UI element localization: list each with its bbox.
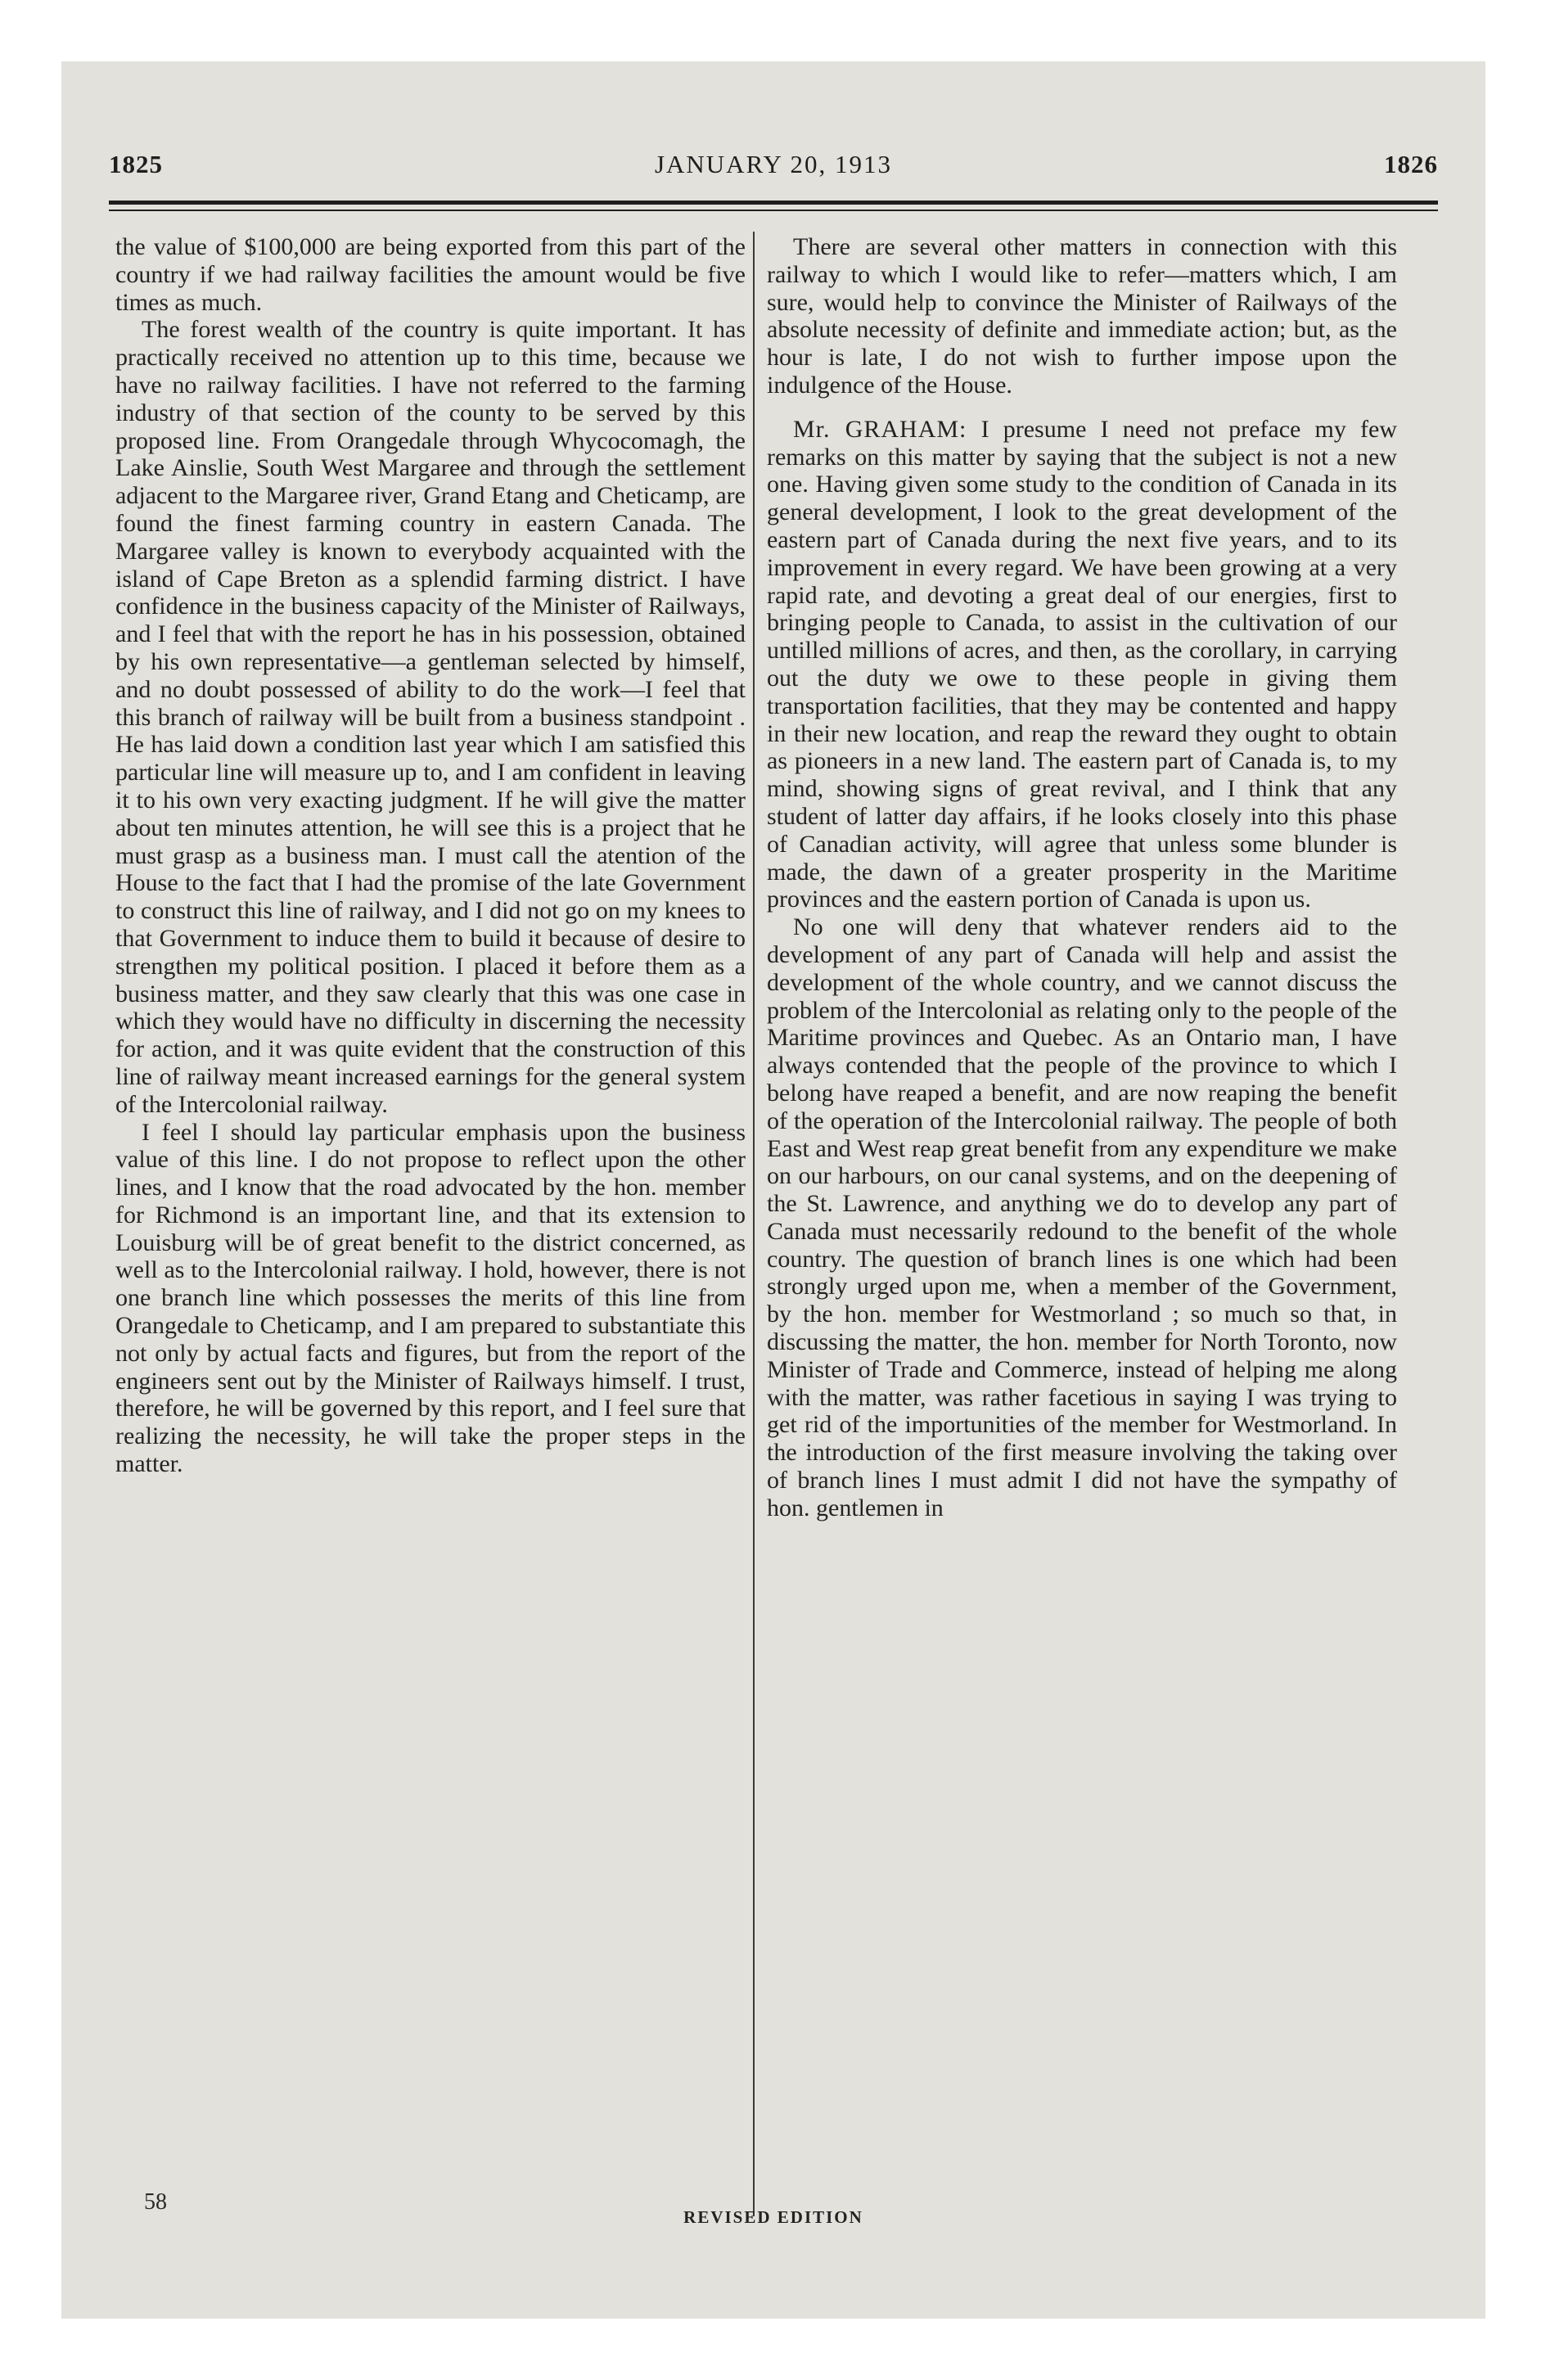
edition-footer: REVISED EDITION (683, 2207, 863, 2227)
left-column (115, 233, 746, 1478)
left-paragraph-3: I feel I should lay particular emphasis upon the business value of this line. I do not propose to reflect upon the other lines, and I know that the road advocated by the hon. member for Richmond is an important line, and that its extension to Louisburg will be of great benefit to the district concerned, as well as to the Intercolonial railway. I hold, however, there is not one branch line which possesses the merits of this line from Orangedale to Cheticamp, and I am prepared to substantiate this not only by actual facts and figures, but from the report of the engineers sent out by the Minister of Railways himself. I trust, therefore, he will be governed by this report, and I feel sure that realizing the necessity, he will take the proper steps in the matter. (115, 1118, 746, 1478)
left-page-number: 1825 (109, 150, 163, 178)
left-paragraph-2: The forest wealth of the country is quite important. It has practically received no attention up to this time, because we have no railway facilities. I have not referred to the farming industry of that section of the county to be served by this proposed line. From Orangedale through Whycocomagh, the Lake Ainslie, South West Margaree and through the settlement adjacent to the Margaree river, Grand Etang and Cheticamp, are found the finest farming country in eastern Canada. The Margaree valley is known to everybody acquainted with the island of Cape Breton as a splendid farming district. I have confidence in the business capacity of the Minister of Railways, and I feel that with the report he has in his possession, obtained by his own representative—a gentleman selected by himself, and no doubt possessed of ability to do the work—I feel that this branch of railway will be built from a business standpoint . He has laid down a condition last year which I am satisfied this particular line will measure up to, and I am confident in leaving it to his own very exacting judgment. If he will give the matter about ten minutes attention, he will see this is a project that he must grasp as a business man. I must call the atention of the House to the fact that I had the promise of the late Government to construct this line of railway, and I did not go on my knees to that Government to induce them to build it because of desire to strengthen my political position. I placed it before them as a business matter, and they saw clearly that this was one case in which they would have no difficulty in discerning the necessity for action, and it was quite evident that the construction of this line of railway meant increased earnings for the general system of the Intercolonial railway. (115, 316, 746, 1118)
header-rule-thin (109, 210, 1438, 211)
right-paragraph-3: No one will deny that whatever renders aid to the development of any part of Canada will help and assist the development of the whole country, and we cannot discuss the problem of the Intercolonial as relating only to the people of the Maritime provinces and Quebec. As an Ontario man, I have always contended that the people of the province to which I belong have reaped a benefit, and are now reaping the benefit of the operation of the Intercolonial railway. The people of both East and West reap great benefit from any expenditure we make on our harbours, on our canal systems, and on the deepening of the St. Lawrence, and anything we do to develop any part of Canada must necessarily redound to the benefit of the whole country. The question of branch lines is one which had been strongly urged upon me, when a member of the Government, by the hon. member for Westmorland ; so much so that, in discussing the matter, the hon. member for North Toronto, now Minister of Trade and Commerce, instead of helping me along with the matter, was rather facetious in saying I was trying to get rid of the importunities of the member for Westmorland. In the introduction of the first measure involving the taking over of branch lines I must admit I did not have the sympathy of hon. gentlemen in (767, 913, 1397, 1521)
right-paragraph-1: There are several other matters in connection with this railway to which I would like to refer—matters which, I am sure, would help to convince the Minister of Railways of the absolute necessity of definite and immediate action; but, as the hour is late, I do not wish to further impose upon the indulgence of the House. (767, 233, 1397, 399)
left-paragraph-1: the value of $100,000 are being exported from this part of the country if we had railway facilities the amount would be five times as much. (115, 233, 746, 316)
page-sheet (61, 61, 1485, 2319)
page-header (109, 150, 1438, 191)
speaker-name: Mr. GRAHAM: (793, 415, 967, 443)
right-column (767, 233, 1397, 1522)
column-divider (753, 232, 755, 2216)
header-rule-thick (109, 201, 1438, 205)
sheet-number: 58 (144, 2189, 167, 2215)
page-date-title: JANUARY 20, 1913 (654, 150, 893, 178)
speaker-text: I presume I need not preface my few remarks on this matter by saying that the subject is not a new one. Having given some study to the condition of Canada in its general development, I look to the great development of the eastern part of Canada during the next five years, and to its improvement in every regard. We have been growing at a very rapid rate, and devoting a great deal of our energies, first to bringing people to Canada, to assist in the cultivation of our untilled millions of acres, and then, as the corollary, in carrying out the duty we owe to these people in giving them transportation facilities, that they may be contented and happy in their new location, and reap the reward they ought to obtain as pioneers in a new land. The eastern part of Canada is, to my mind, showing signs of great revival, and I think that any student of latter day affairs, if he looks closely into this phase of Canadian activity, will agree that unless some blunder is made, the dawn of a greater prosperity in the Maritime provinces and the eastern portion of Canada is upon us. (767, 415, 1398, 913)
speaker-paragraph (767, 416, 1397, 913)
right-page-number: 1826 (1384, 150, 1438, 178)
